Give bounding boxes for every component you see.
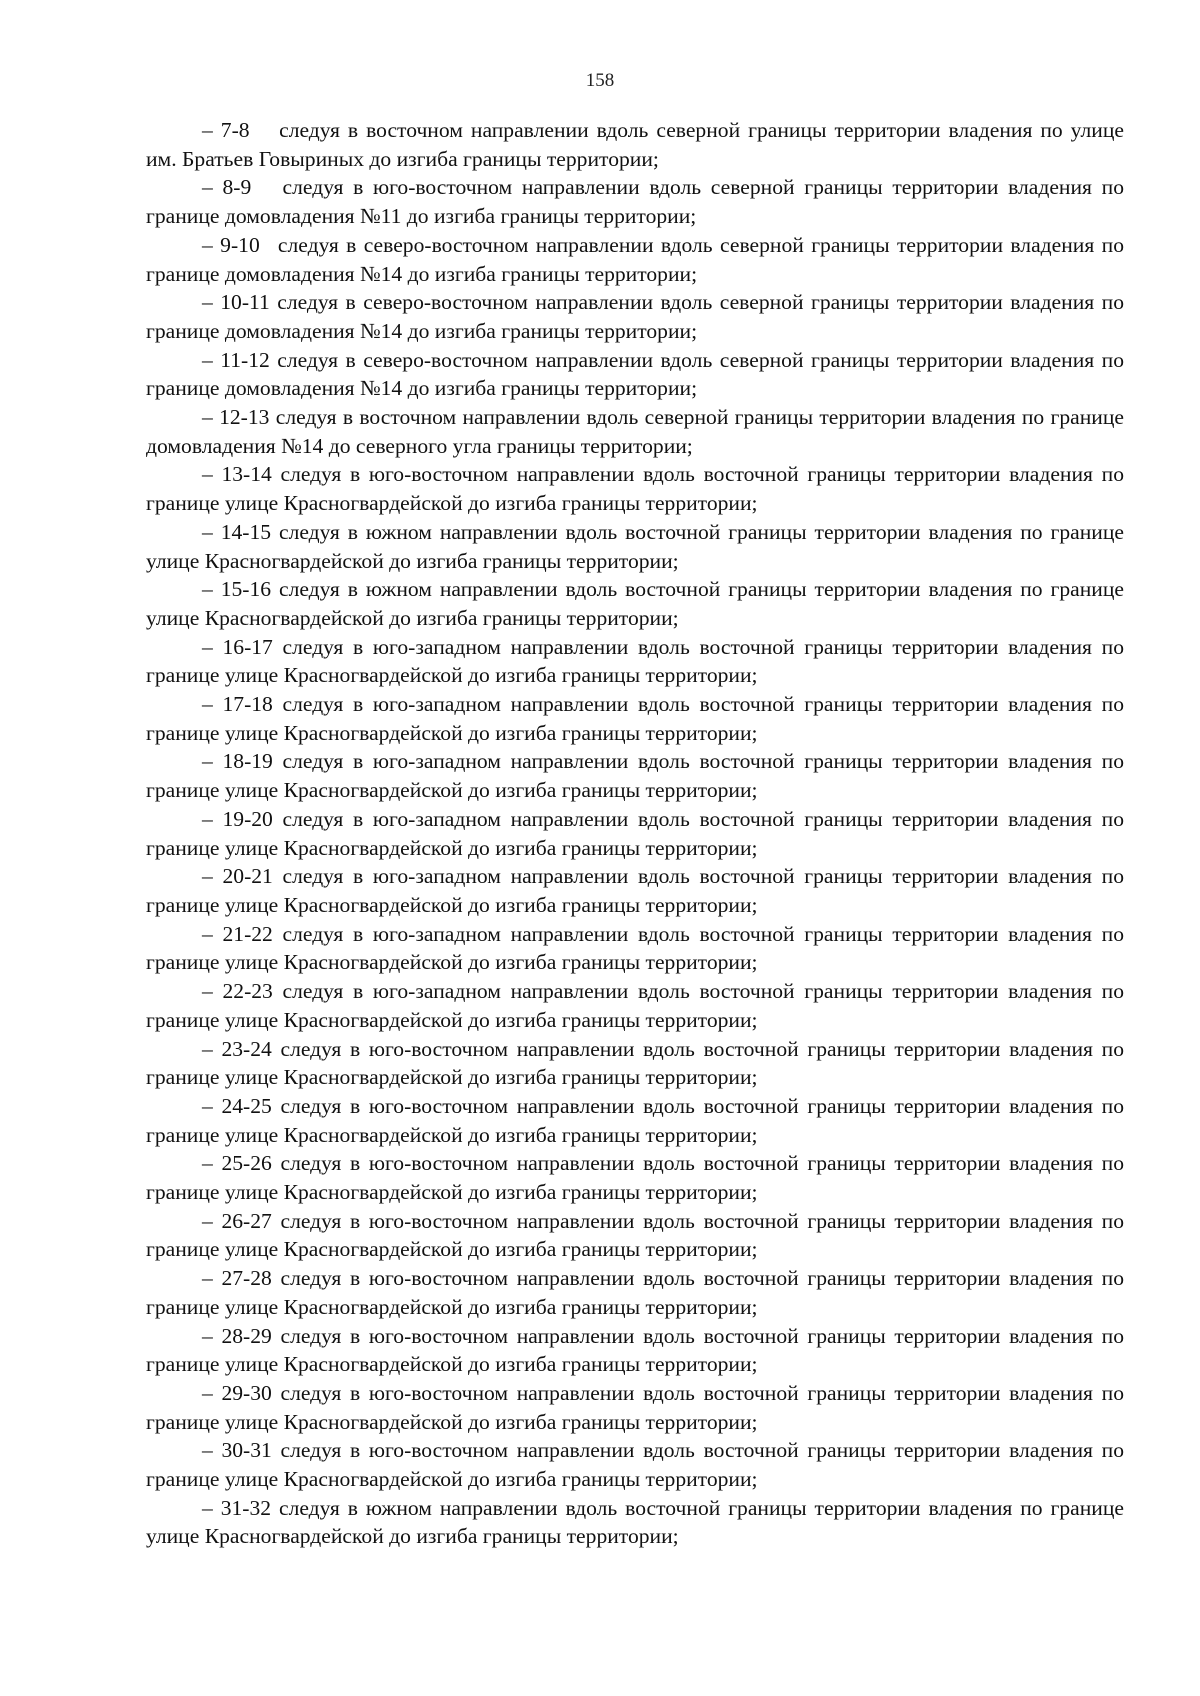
boundary-segment-18-19: – 18-19 следуя в юго-западном направлении вдоль восточной границы территории владения по границе улице Красногвардейской до изгиба границы территории; [146, 749, 1124, 803]
boundary-segment-11-12: – 11-12 следуя в северо-восточном направлении вдоль северной границы территории владения по границе домовладения №14 до изгиба границы территории; [146, 347, 1124, 401]
boundary-segment-20-21: – 20-21 следуя в юго-западном направлении вдоль восточной границы территории владения по границе улице Красногвардейской до изгиба границы территории; [146, 864, 1124, 917]
boundary-segment-28-29: – 28-29 следуя в юго-восточном направлении вдоль восточной границы территории владения по границе улице Красногвардейской до изгиба границы территории; [146, 1323, 1124, 1377]
boundary-segment-10-11: – 10-11 следуя в северо-восточном направлении вдоль северной границы территории владения по границе домовладения №14 до изгиба границы территории; [146, 290, 1124, 343]
boundary-segment-25-26: – 25-26 следуя в юго-восточном направлении вдоль восточной границы территории владения по границе улице Красногвардейской до изгиба границы территории; [146, 1151, 1124, 1205]
boundary-segment-16-17: – 16-17 следуя в юго-западном направлении вдоль восточной границы территории владения по границе улице Красногвардейской до изгиба границы территории; [146, 634, 1124, 688]
boundary-segment-31-32: – 31-32 следуя в южном направлении вдоль восточной границы территории владения по границе улице Красногвардейской до изгиба границы территории; [146, 1495, 1124, 1549]
boundary-segment-19-20: – 19-20 следуя в юго-западном направлении вдоль восточной границы территории владения по границе улице Красногвардейской до изгиба границы территории; [146, 806, 1124, 860]
boundary-segment-8-9: – 8-9 следуя в юго-восточном направлении вдоль северной границы территории владения по границе домовладения №11 до изгиба границы территории; [146, 175, 1124, 229]
page-number: 158 [585, 70, 615, 91]
boundary-segment-29-30: – 29-30 следуя в юго-восточном направлении вдоль восточной границы территории владения по границе улице Красногвардейской до изгиба границы территории; [146, 1380, 1124, 1434]
document-body [146, 116, 1124, 1551]
boundary-segment-26-27: – 26-27 следуя в юго-восточном направлении вдоль восточной границы территории владения по границе улице Красногвардейской до изгиба границы территории; [146, 1208, 1124, 1262]
boundary-segment-30-31: – 30-31 следуя в юго-восточном направлении вдоль восточной границы территории владения по границе улице Красногвардейской до изгиба границы территории; [146, 1438, 1124, 1492]
boundary-segment-17-18: – 17-18 следуя в юго-западном направлении вдоль восточной границы территории владения по границе улице Красногвардейской до изгиба границы территории; [146, 692, 1124, 745]
boundary-segment-15-16: – 15-16 следуя в южном направлении вдоль восточной границы территории владения по границе улице Красногвардейской до изгиба границы территории; [146, 577, 1124, 630]
boundary-segment-13-14: – 13-14 следуя в юго-восточном направлении вдоль восточной границы территории владения по границе улице Красногвардейской до изгиба границы территории; [146, 462, 1124, 516]
boundary-segment-21-22: – 21-22 следуя в юго-западном направлении вдоль восточной границы территории владения по границе улице Красногвардейской до изгиба границы территории; [146, 921, 1124, 975]
boundary-segment-24-25: – 24-25 следуя в юго-восточном направлении вдоль восточной границы территории владения по границе улице Красногвардейской до изгиба границы территории; [146, 1093, 1124, 1147]
boundary-segment-9-10: – 9-10 следуя в северо-восточном направлении вдоль северной границы территории владения по границе домовладения №14 до изгиба границы территории; [146, 232, 1124, 286]
boundary-segment-22-23: – 22-23 следуя в юго-западном направлении вдоль восточной границы территории владения по границе улице Красногвардейской до изгиба границы территории; [146, 979, 1124, 1032]
boundary-segment-23-24: – 23-24 следуя в юго-восточном направлении вдоль восточной границы территории владения по границе улице Красногвардейской до изгиба границы территории; [146, 1036, 1124, 1090]
boundary-segment-12-13: – 12-13 следуя в восточном направлении вдоль северной границы территории владения по границе домовладения №14 до северного угла границы территории; [146, 405, 1124, 458]
boundary-segment-27-28: – 27-28 следуя в юго-восточном направлении вдоль восточной границы территории владения по границе улице Красногвардейской до изгиба границы территории; [146, 1266, 1124, 1319]
boundary-segment-14-15: – 14-15 следуя в южном направлении вдоль восточной границы территории владения по границе улице Красногвардейской до изгиба границы территории; [146, 519, 1124, 573]
boundary-segment-7-8: – 7-8 следуя в восточном направлении вдоль северной границы территории владения по улице им. Братьев Говыриных до изгиба границы территории; [146, 118, 1124, 171]
